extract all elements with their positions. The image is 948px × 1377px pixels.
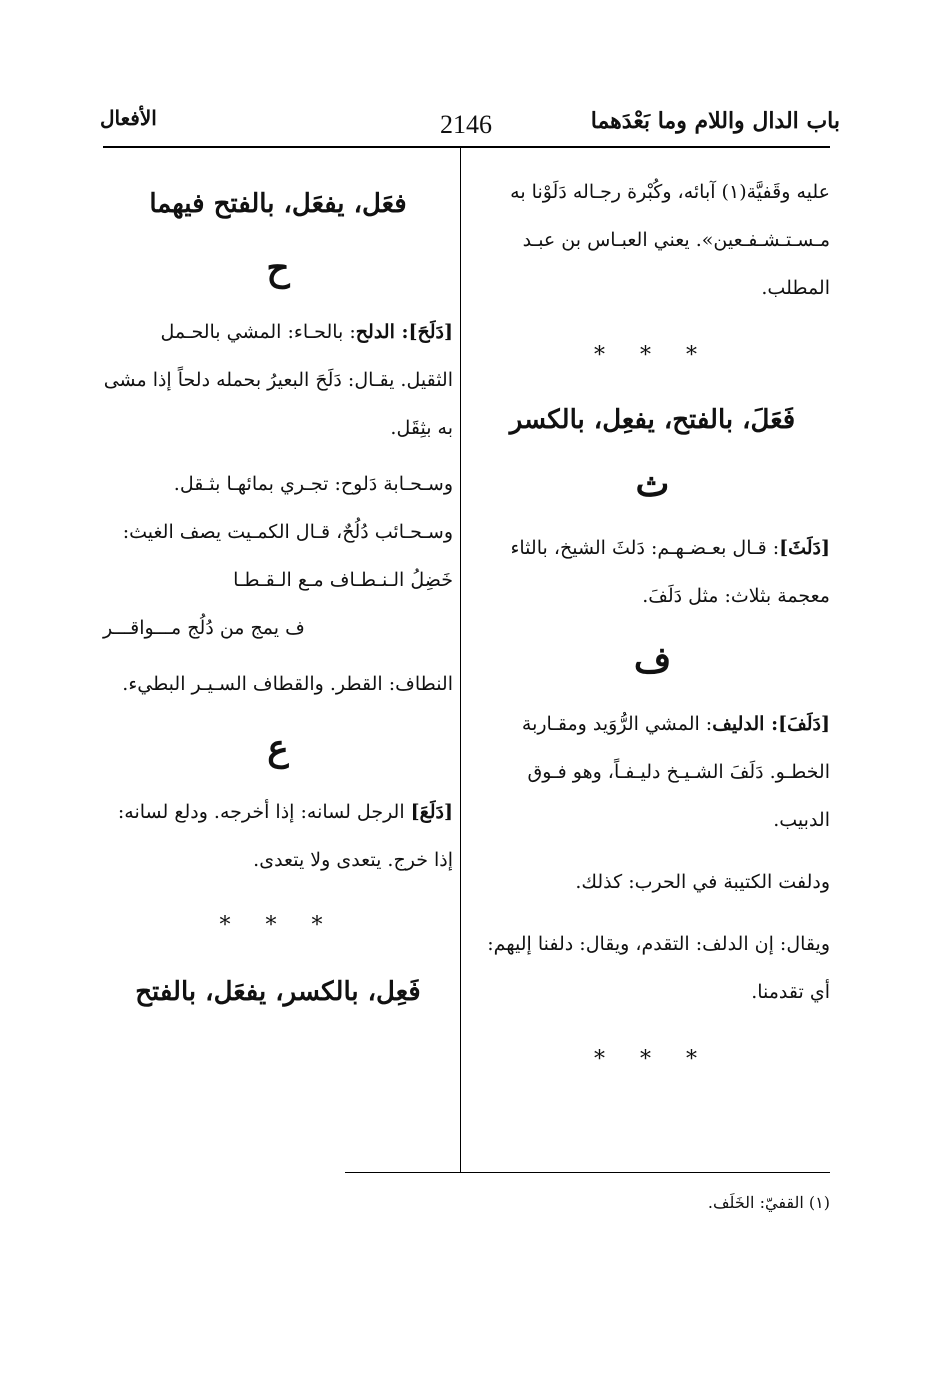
- definition: : المشي الرُّوَيد ومقـاربة الخطـو. دَلَفَ الشـيـخ دليـفـاً، وهو فـوق الدبيب.: [521, 713, 830, 831]
- section-separator: * * *: [219, 913, 337, 938]
- column-divider: [460, 148, 461, 1173]
- section-heading: فَعَلَ، بالفتح، يفعِل، بالكسر: [509, 405, 796, 435]
- chapter-title: باب الدال واللام وما بَعْدَهما: [590, 108, 840, 134]
- defined-term: : الدلح: [355, 321, 409, 343]
- entry-dalaha: [103, 308, 453, 452]
- page-number: 2146: [440, 110, 492, 139]
- left-column: [103, 168, 453, 1016]
- letter-heading: ع: [267, 727, 289, 769]
- headword: [دَلَفَ]: [778, 713, 830, 735]
- footnote-rule: [345, 1172, 830, 1173]
- paragraph: وسـحـابة دَلوح: تجـري بمائهـا بثـقل. وسـحـائب دُلُحٌ، قـال الكمـيت يصف الغيث:: [122, 473, 453, 543]
- poem-line-2: ف يمج من دُلُج مـــواقـــر: [103, 617, 305, 639]
- letter-heading: ف: [633, 639, 672, 681]
- entry-daleth: [475, 524, 830, 620]
- letter-heading: ح: [266, 247, 290, 289]
- right-column: [475, 168, 830, 1084]
- poem-line-1: خَضِلُ الـنـطـاف مـع الـقـطـا: [233, 569, 453, 591]
- section-title: الأفعال: [100, 106, 157, 130]
- paragraph: عليه وقَفيَّة(١) آبائه، وكُبْرة رجـاله دَلَوْنا به مـسـتـشـفـعين». يعني العبـاس بن عبـد المطلب.: [510, 181, 830, 299]
- paragraph: ويقال: إن الدلف: التقدم، ويقال: دلفنا إليهم: أي تقدمنا.: [487, 933, 830, 1003]
- headword: [دَلَثَ]: [779, 537, 830, 559]
- paragraph: النطاف: القطر. والقطاف السـيـر البطيء.: [122, 673, 453, 695]
- entry-dalaa: [103, 788, 453, 884]
- header-rule: [103, 146, 830, 148]
- headword: [دَلَحَ]: [408, 321, 453, 343]
- section-heading: فَعِل، بالكسر، يفعَل، بالفتح: [135, 977, 421, 1007]
- section-separator: * * *: [594, 1047, 711, 1072]
- definition: الرجل لسانه: إذا أخرجه. ودلع لسانه: إذا خرج. يتعدى ولا يتعدى.: [117, 801, 453, 871]
- defined-term: : الدليف: [712, 713, 779, 735]
- section-separator: * * *: [594, 343, 711, 368]
- footnote: (١) القفيّ: الخَلَف.: [707, 1193, 830, 1212]
- definition: : بالحـاء: المشي بالحـمل الثقيل. يقـال: دَلَحَ البعيرُ بحمله دلحاً إذا مشى به بثِقَل.: [103, 321, 453, 439]
- headword: [دَلَعَ]: [410, 801, 453, 823]
- definition: : قـال بعـضـهـم: دَلثَ الشيخ، بالثاء معجمة بثلاث: مثل دَلَفَ.: [510, 537, 830, 607]
- paragraph: ودلفت الكتيبة في الحرب: كذلك.: [575, 871, 830, 893]
- entry-dalafa: [475, 700, 830, 844]
- letter-heading: ث: [635, 463, 670, 505]
- section-heading: فعَل، يفعَل، بالفتح فيهما: [149, 189, 407, 219]
